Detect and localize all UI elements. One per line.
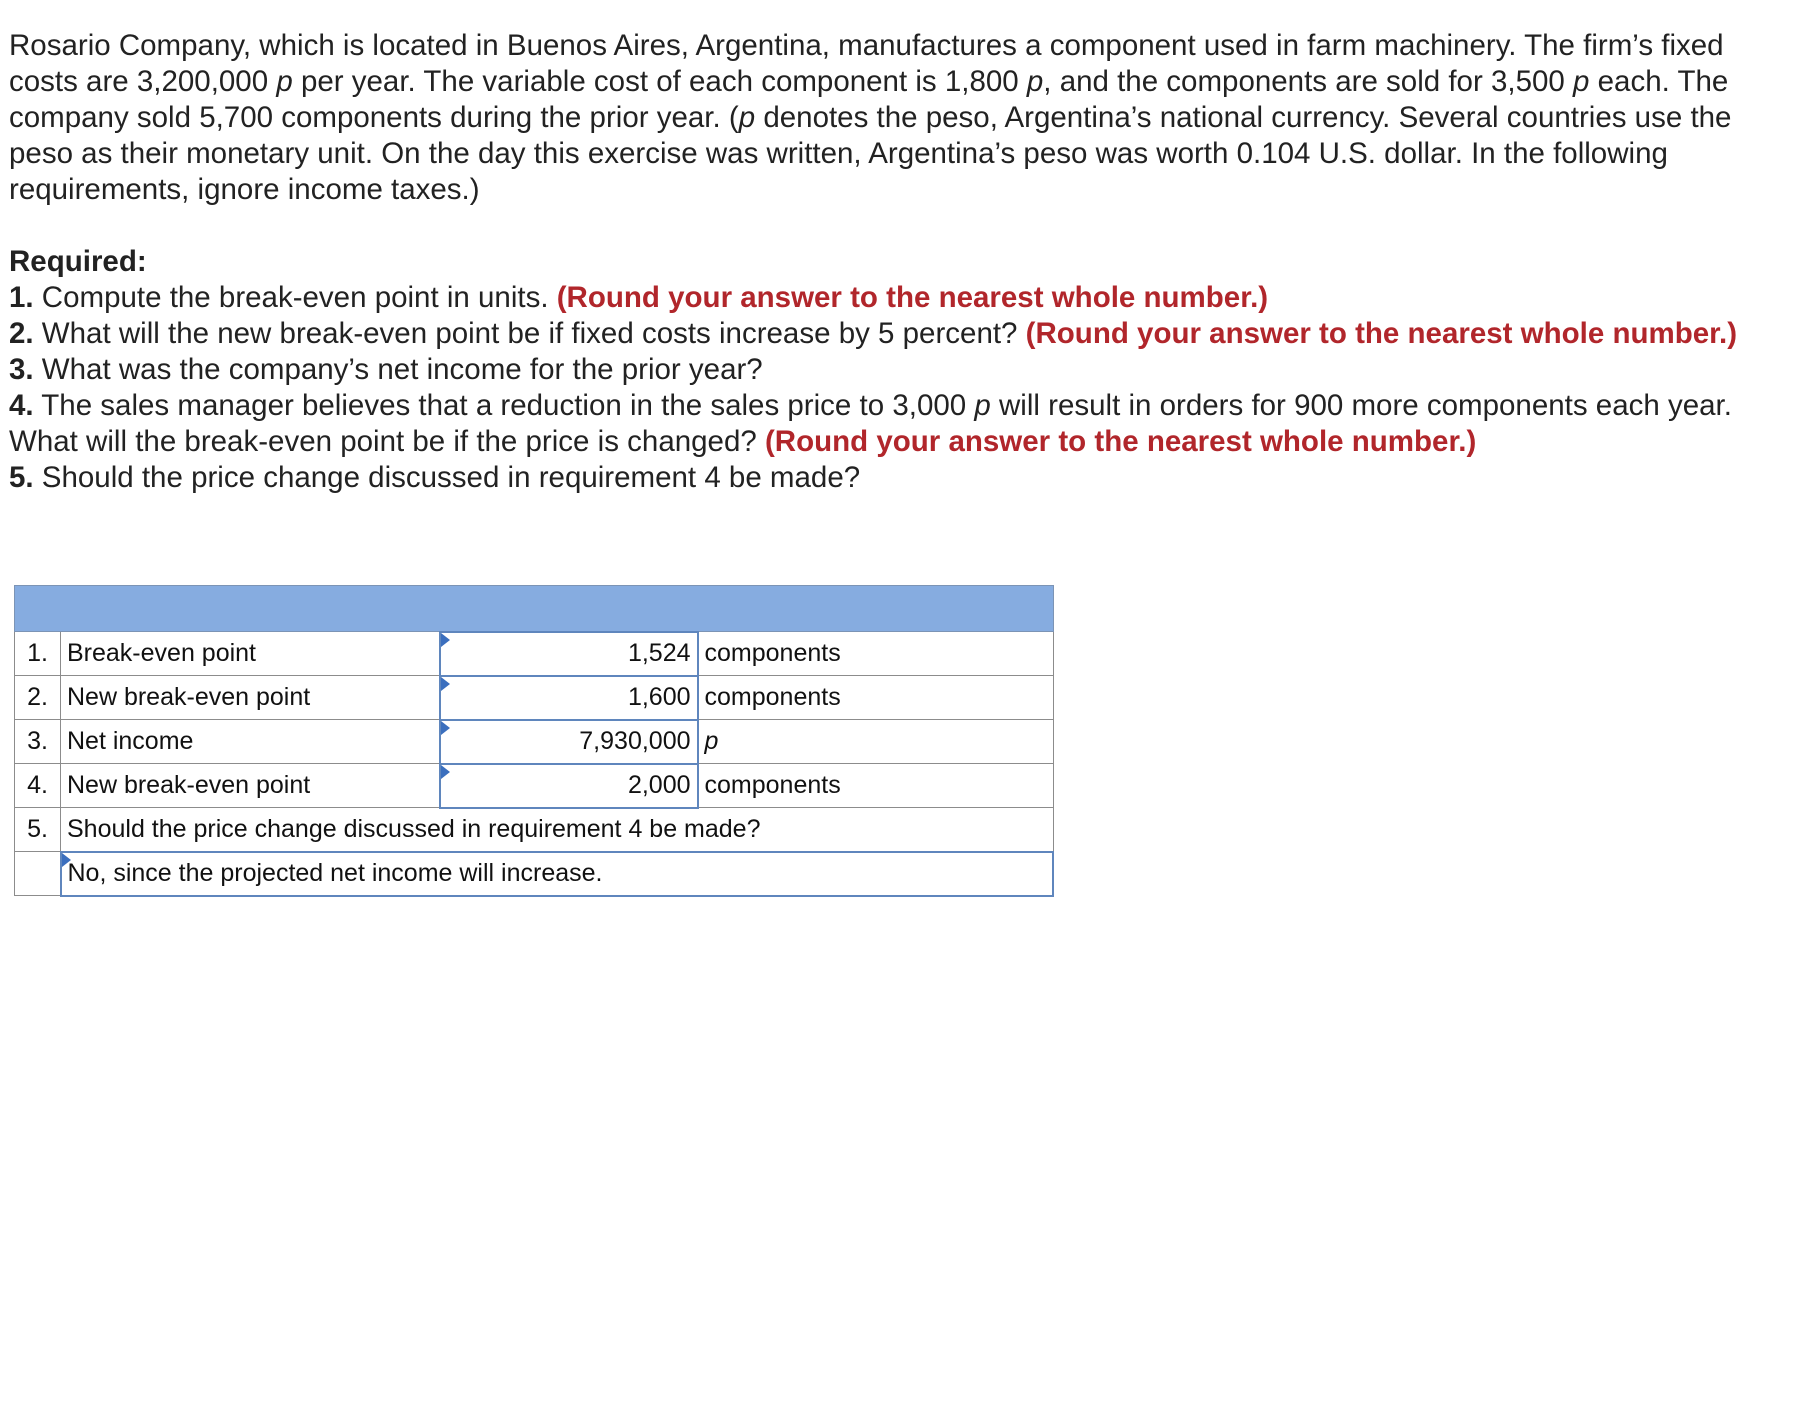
peso-symbol: p: [1573, 65, 1590, 98]
rounding-hint: (Round your answer to the nearest whole number.): [556, 281, 1269, 314]
flag-icon: [441, 721, 450, 735]
table-row: [15, 720, 1054, 764]
table-row: [15, 852, 1054, 896]
requirement-1: [9, 280, 1799, 316]
flag-icon: [441, 765, 450, 779]
input-value: 1,600: [627, 683, 691, 711]
price-change-answer-dropdown[interactable]: [61, 852, 1054, 896]
requirement-number: 5.: [9, 461, 34, 494]
requirement-text: What will the new break-even point be if fixed costs increase by 5 percent?: [33, 317, 1026, 350]
unit-label: components: [698, 764, 1054, 808]
table-row: [15, 808, 1054, 852]
row-number: 4.: [15, 764, 61, 808]
input-value: 7,930,000: [579, 727, 691, 755]
requirement-text: Compute the break-even point in units.: [33, 281, 557, 314]
problem-intro: [9, 28, 1799, 208]
peso-symbol: p: [1026, 65, 1044, 98]
table-row: [15, 632, 1054, 676]
table-row: [15, 764, 1054, 808]
break-even-input[interactable]: [440, 632, 698, 676]
peso-symbol: p: [704, 727, 719, 755]
row-number: 3.: [15, 720, 61, 764]
problem-statement: [9, 28, 1799, 496]
input-value: 2,000: [627, 771, 691, 799]
peso-symbol: p: [738, 101, 756, 134]
row-number: 5.: [15, 808, 61, 852]
intro-text: , and the components are sold for 3,500: [1043, 65, 1574, 98]
peso-symbol: p: [974, 389, 991, 422]
unit-label: [698, 720, 1054, 764]
requirement-text: The sales manager believes that a reduction in the sales price to 3,000: [33, 389, 975, 422]
intro-text: denotes the peso, Argentina’s national currency. Several countries use the peso as their monetary unit. On the day this exercise was written, Argentina’s peso was worth 0.104 U.S. dollar. In the following requirements, ignore income taxes.): [9, 101, 1732, 206]
requirement-3: [9, 352, 1799, 388]
requirement-number: 1.: [9, 281, 34, 314]
flag-icon: [441, 677, 450, 691]
empty-cell: [15, 852, 61, 896]
requirement-5: [9, 460, 1799, 496]
row-label: Net income: [61, 720, 440, 764]
intro-text: per year. The variable cost of each component is 1,800: [292, 65, 1027, 98]
question-5-label: Should the price change discussed in requirement 4 be made?: [61, 808, 1054, 852]
unit-label: components: [698, 632, 1054, 676]
requirement-2: [9, 316, 1799, 352]
rounding-hint: (Round your answer to the nearest whole number.): [764, 425, 1477, 458]
peso-symbol: p: [276, 65, 293, 98]
requirement-number: 3.: [9, 353, 34, 386]
flag-icon: [62, 853, 71, 867]
unit-label: components: [698, 676, 1054, 720]
requirement-number: 4.: [9, 389, 34, 422]
requirement-number: 2.: [9, 317, 34, 350]
row-label: Break-even point: [61, 632, 440, 676]
rounding-hint: (Round your answer to the nearest whole number.): [1025, 317, 1738, 350]
table-header-cell: [15, 586, 1054, 632]
table-row: [15, 676, 1054, 720]
row-label: New break-even point: [61, 764, 440, 808]
requirement-text: will result in orders for 900 more components each year. What will the break-even point be if the price is changed?: [9, 389, 1732, 458]
net-income-input[interactable]: [440, 720, 698, 764]
table-header-row: [15, 586, 1054, 632]
requirement-text: What was the company’s net income for the prior year?: [33, 353, 763, 386]
answer-table: [14, 585, 1054, 897]
flag-icon: [441, 633, 450, 647]
requirement-4: [9, 388, 1799, 460]
row-label: New break-even point: [61, 676, 440, 720]
intro-text: each. The company sold 5,700 components during the prior year. (: [9, 65, 1729, 134]
new-break-even-input[interactable]: [440, 676, 698, 720]
row-number: 1.: [15, 632, 61, 676]
selected-answer: No, since the projected net income will increase.: [67, 859, 603, 887]
requirement-text: Should the price change discussed in requirement 4 be made?: [33, 461, 861, 494]
input-value: 1,524: [627, 639, 691, 667]
required-heading: Required:: [9, 245, 147, 278]
row-number: 2.: [15, 676, 61, 720]
intro-text: Rosario Company, which is located in Buenos Aires, Argentina, manufactures a component used in farm machinery. The firm’s fixed costs are 3,200,000: [9, 29, 1724, 98]
price-change-break-even-input[interactable]: [440, 764, 698, 808]
